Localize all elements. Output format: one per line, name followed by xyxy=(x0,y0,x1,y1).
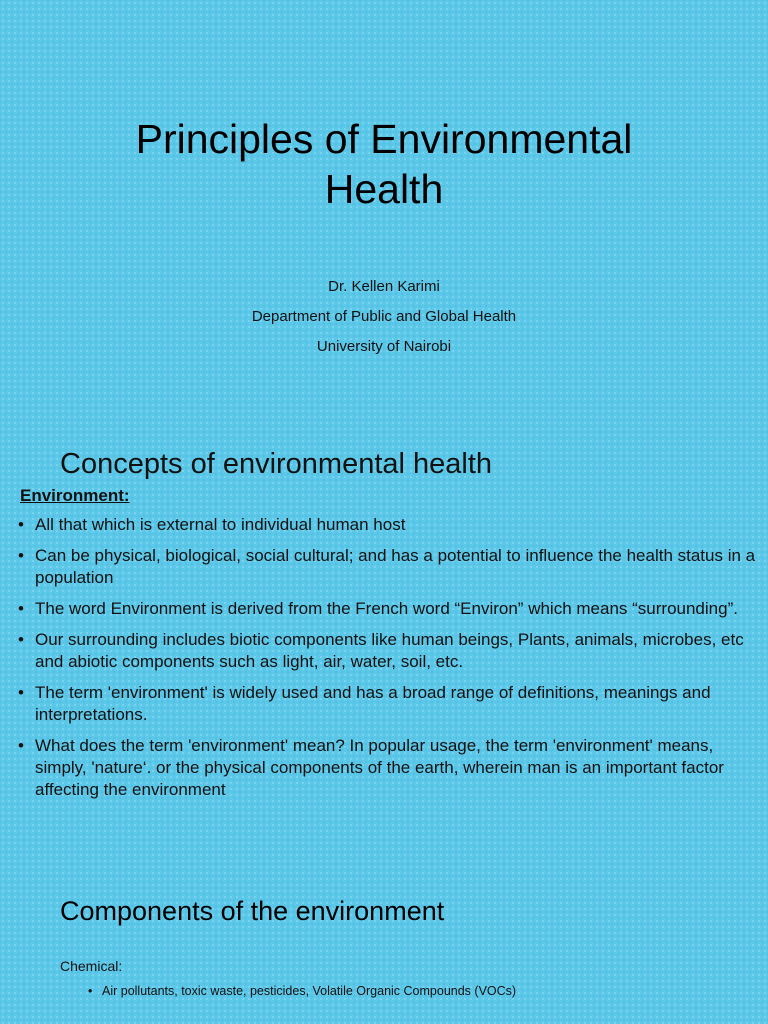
list-item-text: The word Environment is derived from the French word “Environ” which means “surrounding”. xyxy=(35,599,738,618)
components-slide xyxy=(0,870,768,1024)
main-title-line-2: Health xyxy=(324,166,444,212)
list-item xyxy=(88,982,516,1000)
list-item-text: The term 'environment' is widely used and has a broad range of definitions, meanings and interpretations. xyxy=(35,683,711,724)
bullet-icon: • xyxy=(18,736,24,755)
list-item xyxy=(18,545,763,589)
list-item-text: All that which is external to individual human host xyxy=(35,515,406,534)
chemical-label: Chemical: xyxy=(60,958,123,974)
list-item-text: Air pollutants, toxic waste, pesticides, Volatile Organic Compounds (VOCs) xyxy=(102,984,517,998)
environment-label: Environment: xyxy=(20,486,130,505)
author-block xyxy=(0,276,768,366)
list-item xyxy=(18,735,763,801)
university-name: University of Nairobi xyxy=(316,338,452,355)
list-item-text: What does the term 'environment' mean? In popular usage, the term 'environment' means, simply, 'nature‘. or the physical components of the earth, wherein man is an important factor affecting the environment xyxy=(35,736,724,799)
bullet-icon: • xyxy=(18,546,24,565)
main-title xyxy=(0,114,768,214)
list-item xyxy=(18,682,763,726)
bullet-icon: • xyxy=(18,599,24,618)
main-title-line-1: Principles of Environmental xyxy=(135,116,633,162)
department-name: Department of Public and Global Health xyxy=(251,308,517,325)
bullet-icon: • xyxy=(18,515,24,534)
bullet-icon: • xyxy=(18,630,24,649)
bullet-icon: • xyxy=(18,683,24,702)
concept-list xyxy=(18,514,763,810)
author-name: Dr. Kellen Karimi xyxy=(328,278,440,295)
components-title: Components of the environment xyxy=(60,896,445,926)
bullet-icon: • xyxy=(88,984,93,998)
list-item xyxy=(18,598,763,620)
concepts-title: Concepts of environmental health xyxy=(60,448,493,480)
list-item xyxy=(18,629,763,673)
list-item-text: Can be physical, biological, social cultural; and has a potential to influence the health status in a population xyxy=(35,546,756,587)
title-slide xyxy=(0,0,768,440)
list-item-text: Our surrounding includes biotic components like human beings, Plants, animals, microbes, etc and abiotic components such as light, air, water, soil, etc. xyxy=(35,630,744,671)
list-item xyxy=(18,514,763,536)
chemical-list xyxy=(88,982,516,1000)
concepts-slide xyxy=(0,440,768,870)
